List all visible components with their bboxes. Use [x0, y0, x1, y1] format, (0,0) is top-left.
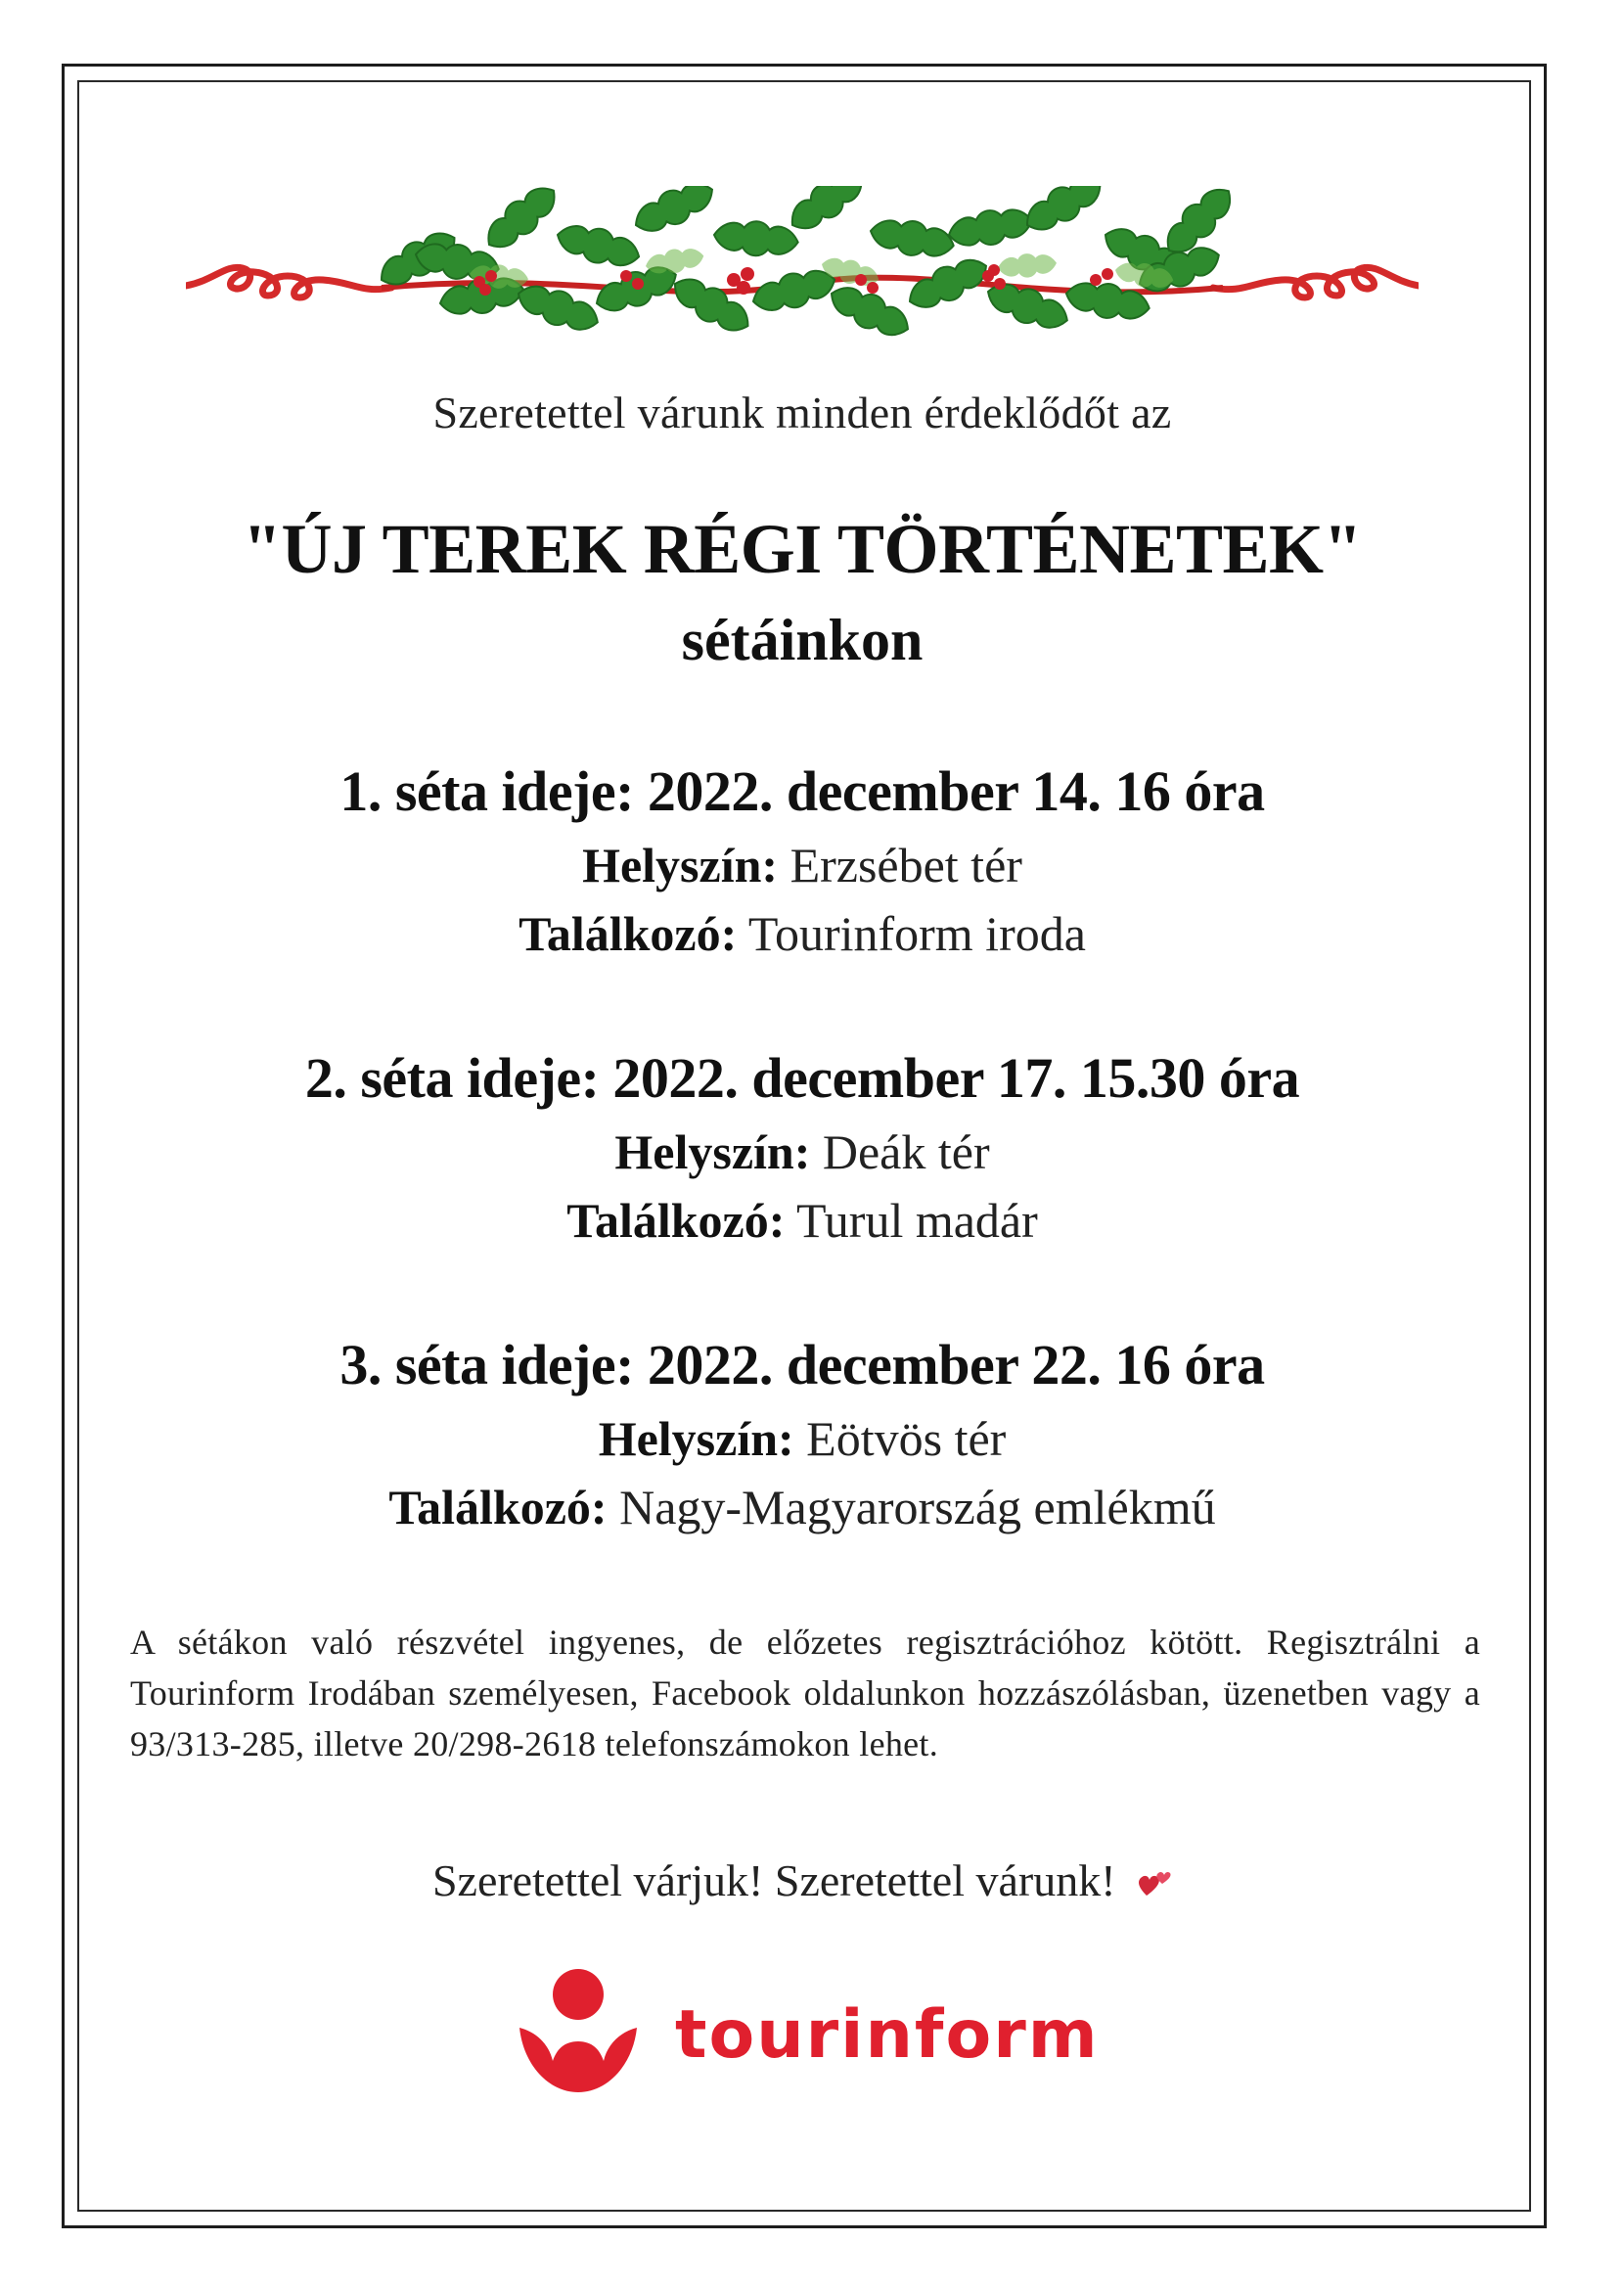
event-subtitle: sétáinkon [681, 608, 924, 672]
walk-3-meet [98, 1479, 1507, 1535]
place-value: Erzsébet tér [789, 838, 1022, 892]
place-value: Eötvös tér [806, 1411, 1007, 1466]
walk-3-place [98, 1410, 1507, 1467]
place-label: Helyszín: [614, 1124, 811, 1179]
event-title: "ÚJ TEREK RÉGI TÖRTÉNETEK" [242, 510, 1363, 588]
meet-label: Találkozó: [519, 906, 738, 961]
walk-1-heading: 1. séta ideje: 2022. december 14. 16 óra [339, 759, 1265, 823]
two-hearts-icon [1137, 1870, 1172, 1899]
holly-garland-icon [186, 186, 1419, 357]
registration-info: A sétákon való részvétel ingyenes, de előzetes regisztrációhoz kötött. Regisztrálni a Tourinform Irodában személyesen, Facebook oldalunkon hozzászólásban, üzenetben vagy a 93/313-285, illetve 20/298-2618 telefonszámokon lehet. [130, 1623, 1480, 1763]
meet-label: Találkozó: [388, 1480, 608, 1534]
closing-text: Szeretettel várjuk! Szeretettel várunk! [431, 1855, 1116, 1905]
logo-text: tourinform [675, 1996, 1100, 2074]
place-label: Helyszín: [598, 1411, 794, 1466]
walk-3-heading: 3. séta ideje: 2022. december 22. 16 óra [339, 1333, 1265, 1396]
walk-2-place [98, 1123, 1507, 1180]
meet-value: Turul madár [796, 1193, 1038, 1248]
closing-line [98, 1854, 1507, 1906]
walk-1-place [98, 837, 1507, 893]
meet-value: Nagy-Magyarország emlékmű [619, 1480, 1216, 1534]
walk-2-meet [98, 1192, 1507, 1249]
walk-1-meet [98, 905, 1507, 962]
walk-2-heading: 2. séta ideje: 2022. december 17. 15.30 óra [304, 1046, 1300, 1110]
place-label: Helyszín: [582, 838, 779, 892]
place-value: Deák tér [822, 1124, 990, 1179]
meet-label: Találkozó: [566, 1193, 786, 1248]
meet-value: Tourinform iroda [747, 906, 1086, 961]
invite-text: Szeretettel várunk minden érdeklődőt az [432, 388, 1172, 437]
